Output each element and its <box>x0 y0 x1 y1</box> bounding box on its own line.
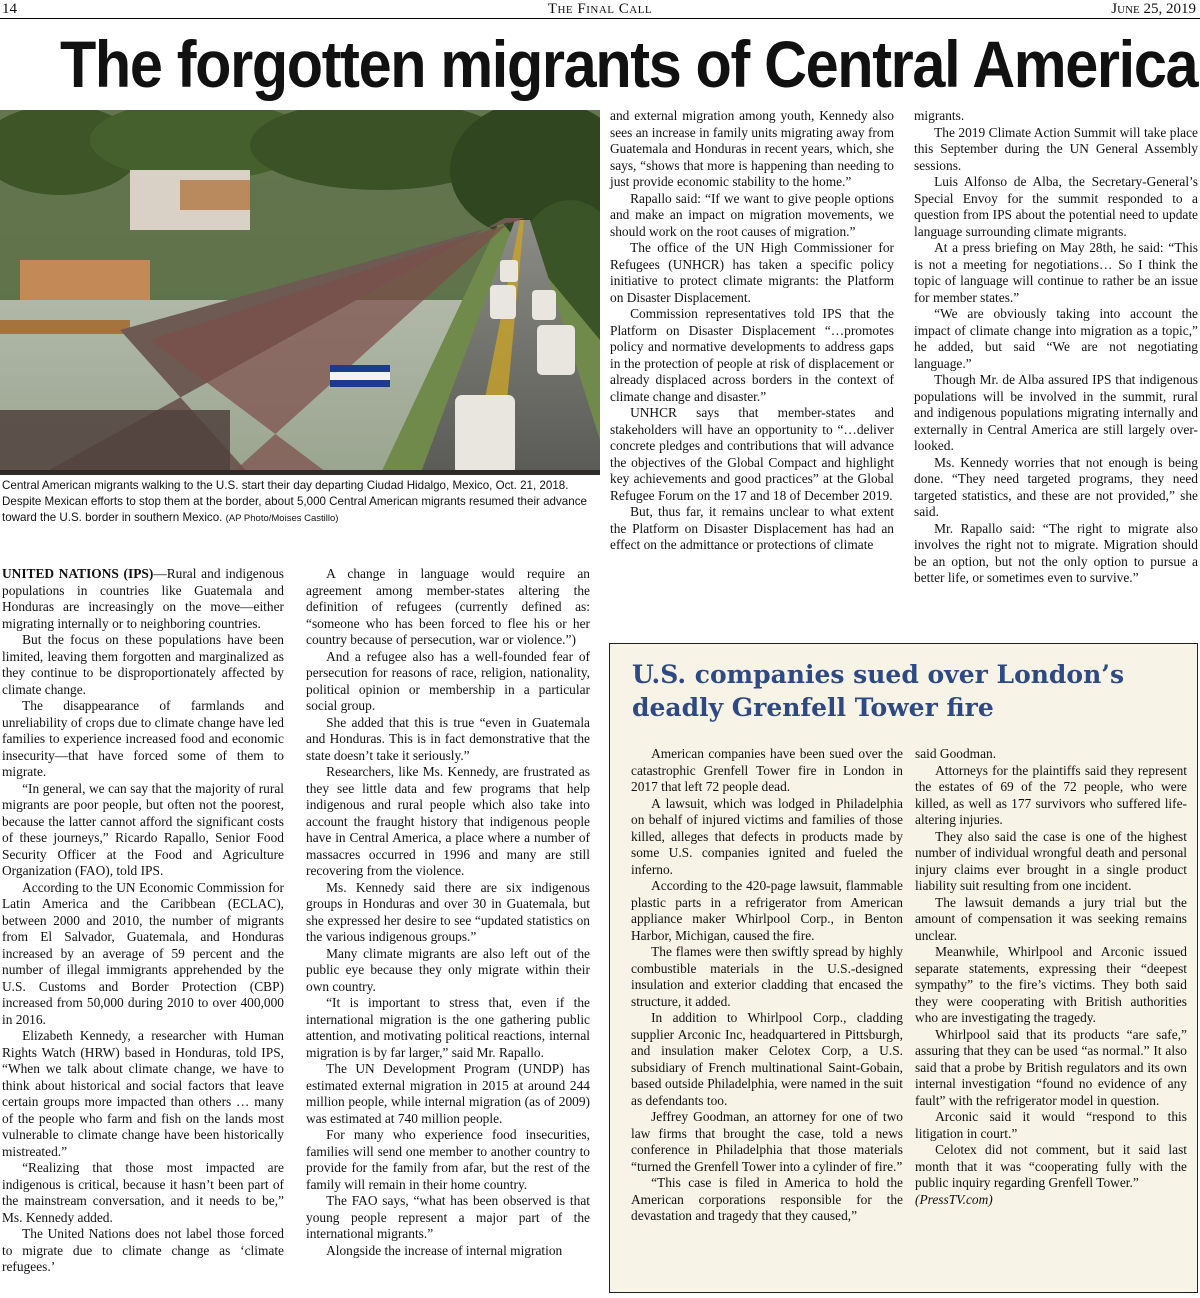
story-paragraph: Rapallo said: “If we want to give people options and make an impact on migration movements, we should work on the root causes of migration.” <box>610 190 894 239</box>
caption-text: Central American migrants walking to the U.S. start their day departing Ciudad Hidalgo, Mexico, Oct. 21, 2018. Despite Mexican efforts to stop them at the border, about 5,000 Central American migrants resumed their advance toward the U.S. border in southern Mexico. <box>2 479 587 524</box>
story-paragraph: “In general, we can say that the majority of rural migrants are poor people, but often not the poorest, because the latter cannot afford the significant costs of these journeys,” Ricardo Rapallo, Senior Food Security Officer at the Food and Agriculture Organization (FAO), told IPS. <box>2 780 284 878</box>
story-paragraph: Many climate migrants are also left out of the public eye because they only migrate within their own country. <box>306 945 590 994</box>
story-paragraph: Ms. Kennedy worries that not enough is being done. “They need targeted programs, they need targeted statistics, and these are not provided,” she said. <box>914 454 1198 519</box>
story-paragraph: and external migration among youth, Kennedy also sees an increase in family units migrating away from Guatemala and Honduras in recent years, which, she says, “shows that more is happening than needing to just provide economic stability to the home.” <box>610 108 894 189</box>
photo-caption <box>2 478 598 527</box>
sidebar-paragraph: Jeffrey Goodman, an attorney for one of two law firms that brought the case, told a news conference in Philadelphia that those materials “turned the Grenfell Tower into a cylinder of fire.” <box>631 1109 903 1174</box>
story-column-4 <box>914 108 1198 587</box>
story-paragraph: UNITED NATIONS (IPS)—Rural and indigenous populations in countries like Guatemala and Honduras are increasingly on the move—either migrating internally or to neighboring countries. <box>2 566 284 631</box>
story-paragraph: Elizabeth Kennedy, a researcher with Human Rights Watch (HRW) based in Honduras, told IPS, “When we talk about climate change, we have to think about historical and social factors that leave certain groups more impacted than others … many of the people who farm and fish on the lands most vulnerable to climate change have been historically mistreated.” <box>2 1028 284 1159</box>
sidebar-paragraph: According to the 420-page lawsuit, flammable plastic parts in a refrigerator from American appliance maker Whirlpool Corp., in Benton Harbor, Michigan, caused the fire. <box>631 878 903 943</box>
story-paragraph: “It is important to stress that, even if the international migration is the one gathering public attention, and motivating political reactions, internal migration is by far larger,” said Mr. Rapallo. <box>306 995 590 1060</box>
story-paragraph: Though Mr. de Alba assured IPS that indigenous populations will be involved in the summit, rural and indigenous populations migrating internally and externally in Central America are still largely over-looked. <box>914 372 1198 453</box>
story-paragraph: The 2019 Climate Action Summit will take place this September during the UN General Assembly sessions. <box>914 124 1198 173</box>
story-column-1 <box>2 566 284 1276</box>
story-paragraph: “Realizing that those most impacted are indigenous is critical, because it hasn’t been part of the mainstream conversation, and it needs to be,” Ms. Kennedy added. <box>2 1160 284 1225</box>
story-column-3 <box>610 108 894 554</box>
sidebar-paragraph: said Goodman. <box>915 746 997 761</box>
story-paragraph: The office of the UN High Commissioner for Refugees (UNHCR) has taken a specific policy initiative to protect climate migrants: the Platform on Disaster Displacement. <box>610 240 894 305</box>
story-paragraph: UNHCR says that member-states and stakeholders will have an opportunity to “…deliver concrete pledges and contributions that will advance the objectives of the Global Compact and highlight key achievements and good practices” at the Global Refugee Forum on the 17 and 18 of December 2019. <box>610 405 894 503</box>
story-paragraph: According to the UN Economic Commission for Latin America and the Caribbean (ECLAC), between 2000 and 2010, the number of migrants from El Salvador, Guatemala, and Honduras increased by an average of 59 percent and the number of illegal immigrants apprehended by the U.S. Customs and Border Protection (CBP) increased from 50,000 during 2010 to over 400,000 in 2016. <box>2 879 284 1027</box>
issue-date: June 25, 2019 <box>1111 1 1196 17</box>
sidebar-paragraph: Attorneys for the plaintiffs said they represent the estates of 69 of the 72 people, who were killed, as well as 177 survivors who suffered life-altering injuries. <box>915 762 1187 827</box>
story-paragraph: But, thus far, it remains unclear to what extent the Platform on Disaster Displacement has had an effect on the admittance or protections of climate <box>610 504 894 552</box>
sidebar-paragraph: A lawsuit, which was lodged in Philadelphia on behalf of injured victims and families of those killed, alleges that defects in products made by some U.S. companies ignited and fueled the inferno. <box>631 795 903 877</box>
photo-credit: (AP Photo/Moises Castillo) <box>225 513 339 524</box>
sidebar-credit: (PressTV.com) <box>915 1191 993 1207</box>
story-paragraph: The FAO says, “what has been observed is that young people represent a major part of the international migrants.” <box>306 1193 590 1241</box>
story-paragraph: And a refugee also has a well-founded fear of persecution for reasons of race, religion, nationality, political opinion or membership in a particular social group. <box>306 648 590 713</box>
story-paragraph: A change in language would require an agreement among member-states altering the definition of refugees (currently defined as: “someone who has been forced to flee his or her country because of persecution, war or violence.”) <box>306 566 590 647</box>
story-paragraph: She added that this is true “even in Guatemala and Honduras. This is in fact demonstrative that the state doesn’t take it seriously.” <box>306 714 590 763</box>
sidebar-paragraph: “This case is filed in America to hold the American corporations responsible for the devastation and tragedy that they caused,” <box>631 1175 903 1223</box>
newspaper-name: The Final Call <box>547 1 653 17</box>
sidebar-paragraph: American companies have been sued over the catastrophic Grenfell Tower fire in London in 2017 that left 72 people dead. <box>631 746 903 794</box>
dateline: UNITED NATIONS (IPS) <box>2 566 154 581</box>
page-number: 14 <box>2 1 17 17</box>
story-paragraph: Commission representatives told IPS that the Platform on Disaster Displacement “…promotes policy and normative developments to address gaps in the protection of people at risk of displacement or already displaced across borders in the context of climate change and disaster.” <box>610 306 894 404</box>
story-paragraph: The disappearance of farmlands and unreliability of crops due to climate change have led families to experience increased food and economic insecurity—that have forced some of them to migrate. <box>2 698 284 779</box>
sidebar-paragraph: Whirlpool said that its products “are safe,” assuring that they can be used “as normal.” It also said that a probe by British regulators and its own internal investigation “found no evidence of any fault” with the refrigerator model in question. <box>915 1026 1187 1108</box>
story-paragraph: Luis Alfonso de Alba, the Secretary-General’s Special Envoy for the summit responded to a question from IPS about the potential need to update language surrounding climate migrants. <box>914 174 1198 239</box>
sidebar-paragraph: The lawsuit demands a jury trial but the amount of compensation it was seeking remains unclear. <box>915 894 1187 943</box>
story-paragraph: Ms. Kennedy said there are six indigenous groups in Honduras and over 30 in Guatemala, but she expressed her desire to see “updated statistics on the various indigenous groups.” <box>306 879 590 944</box>
sidebar-column-1 <box>631 746 903 1225</box>
story-column-2 <box>306 566 590 1259</box>
migrant-caravan-photo <box>0 110 600 475</box>
sidebar-paragraph: The flames were then swiftly spread by highly combustible materials in the U.S.-designed insulation and exterior cladding that encased the structure, it added. <box>631 944 903 1009</box>
sidebar-paragraph: Arconic said it would “respond to this litigation in court.” <box>915 1109 1187 1141</box>
story-paragraph: The UN Development Program (UNDP) has estimated external migration in 2015 at around 244 million people, while internal migration (as of 2009) was estimated at 740 million people. <box>306 1061 590 1126</box>
page-folio <box>0 0 1200 19</box>
story-paragraph: Mr. Rapallo said: “The right to migrate also involves the right not to migrate. Migration should be an option, but not the only option to pursue a better life, or sometimes even to survive.” <box>914 520 1198 585</box>
grenfell-sidebar-box <box>609 643 1198 1293</box>
main-headline: The forgotten migrants of Central America <box>60 27 1198 101</box>
sidebar-paragraph: Meanwhile, Whirlpool and Arconic issued separate statements, expressing their “deepest sympathy” to the fire’s victims. They both said they were cooperating with British authorities who are investigating the tragedy. <box>915 944 1187 1025</box>
sidebar-paragraph: Celotex did not comment, but it said last month that it was “cooperating fully with the public inquiry regarding Grenfell Tower.” <box>915 1142 1187 1190</box>
sidebar-paragraph: They also said the case is one of the highest number of individual wrongful death and personal injury claims ever brought in a single product liability suit resulting from one incident. <box>915 828 1187 893</box>
sidebar-paragraph: In addition to Whirlpool Corp., cladding supplier Arconic Inc, headquartered in Pittsburgh, and insulation maker Celotex Corp, a U.S. subsidiary of French multinational Saint-Gobain, based outside Philadelphia, were named in the suit as defendants too. <box>631 1010 903 1108</box>
story-paragraph: Researchers, like Ms. Kennedy, are frustrated as they see little data and few programs that help indigenous and rural people which also take into account the fraught history that indigenous people have in Central America, a place where a number of massacres occurred in 1996 and many are still recovering from the violence. <box>306 764 590 878</box>
story-paragraph: migrants. <box>914 108 965 123</box>
story-paragraph: But the focus on these populations have been limited, leaving them forgotten and marginalized as they continue to be disproportionately affected by climate change. <box>2 632 284 697</box>
sidebar-headline: U.S. companies sued over London’s deadly Grenfell Tower fire <box>632 660 1125 722</box>
story-paragraph: “We are obviously taking into account the impact of climate change into migration as a topic,” he added, but said “We are not negotiating language.” <box>914 306 1198 371</box>
story-paragraph: For many who experience food insecurities, families will send one member to another country to provide for the family from afar, but the rest of the family will remain in their home country. <box>306 1127 590 1192</box>
story-paragraph: Alongside the increase of internal migration <box>326 1242 563 1258</box>
story-paragraph: At a press briefing on May 28th, he said: “This is not a meeting for negotiations… So I think the topic of language will continue to rather be an issue for member states.” <box>914 240 1198 305</box>
story-paragraph: The United Nations does not label those forced to migrate due to climate change as ‘climate refugees.’ <box>2 1226 284 1274</box>
sidebar-column-2 <box>915 746 1187 1208</box>
